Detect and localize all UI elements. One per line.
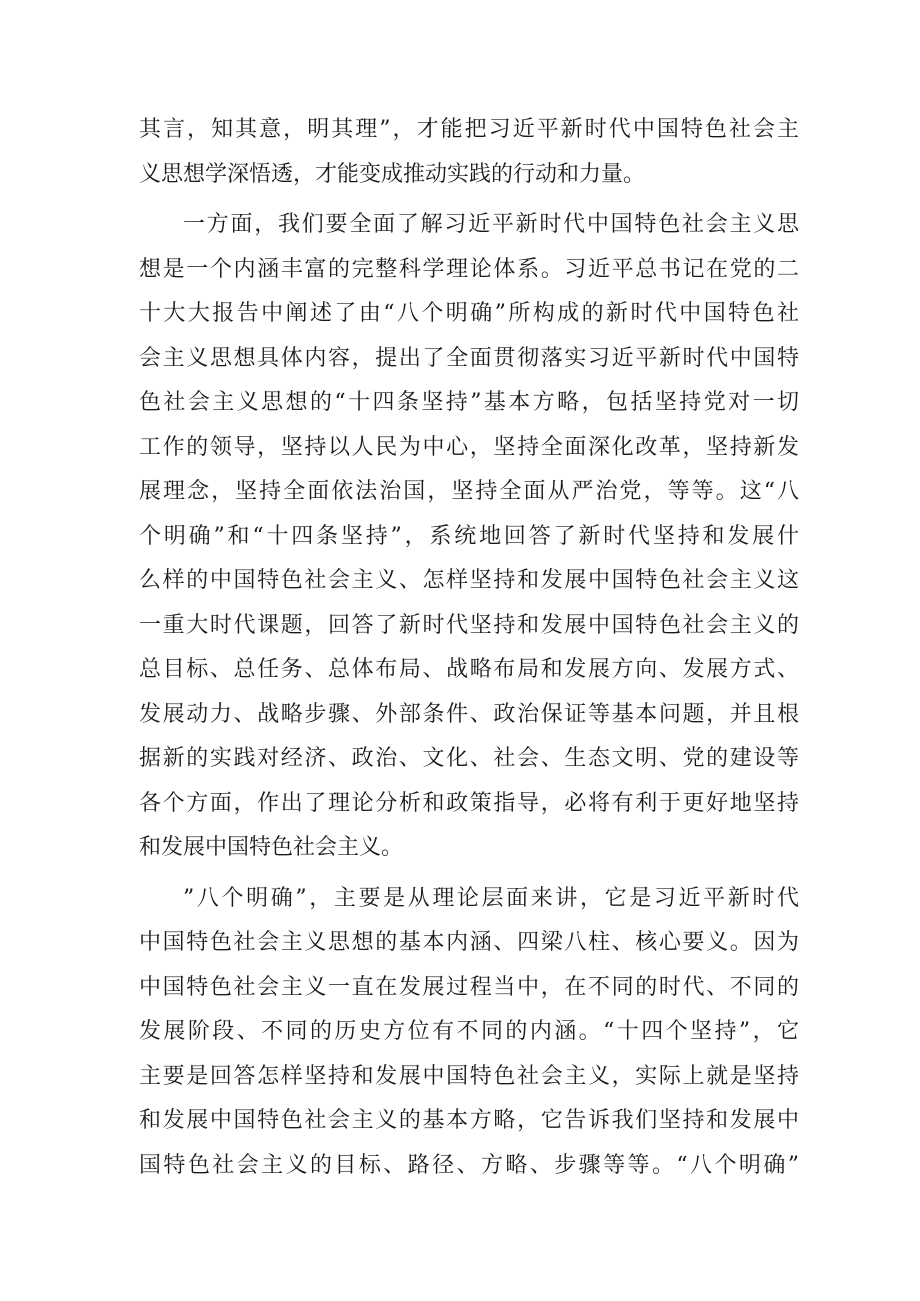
text-line: 个明确”和“十四条坚持”，系统地回答了新时代坚持和发展什 xyxy=(139,523,799,549)
text-line: 主要是回答怎样坚持和发展中国特色社会主义，实际上就是坚持 xyxy=(139,1063,799,1089)
paragraph xyxy=(139,108,799,197)
text-line: 十大大报告中阐述了由“八个明确”所构成的新时代中国特色社 xyxy=(139,301,799,326)
body-text xyxy=(139,108,799,1188)
paragraph xyxy=(139,877,799,1189)
text-line: 各个方面，作出了理论分析和政策指导，必将有利于更好地坚持 xyxy=(139,790,799,816)
text-line: 中国特色社会主义一直在发展过程当中，在不同的时代、不同的 xyxy=(139,974,799,1000)
text-line: 据新的实践对经济、政治、文化、社会、生态文明、党的建设等 xyxy=(139,746,799,771)
text-line: 其言，知其意，明其理”，才能把习近平新时代中国特色社会主 xyxy=(139,117,799,142)
text-line: 工作的领导，坚持以人民为中心，坚持全面深化改革，坚持新发 xyxy=(139,434,799,460)
text-line: 展理念，坚持全面依法治国，坚持全面从严治党，等等。这“八 xyxy=(139,479,799,504)
text-line: 发展动力、战略步骤、外部条件、政治保证等基本问题，并且根 xyxy=(139,701,799,727)
text-line: 和发展中国特色社会主义。 xyxy=(139,835,404,860)
text-line: 么样的中国特色社会主义、怎样坚持和发展中国特色社会主义这 xyxy=(139,568,799,593)
text-line: 总目标、总任务、总体布局、战略布局和发展方向、发展方式、 xyxy=(139,657,799,682)
text-line: 想是一个内涵丰富的完整科学理论体系。习近平总书记在党的二 xyxy=(139,256,799,282)
text-line: 一重大时代课题，回答了新时代坚持和发展中国特色社会主义的 xyxy=(139,612,799,638)
text-line: 一方面，我们要全面了解习近平新时代中国特色社会主义思 xyxy=(183,212,799,237)
text-line: 会主义思想具体内容，提出了全面贯彻落实习近平新时代中国特 xyxy=(139,345,799,371)
text-line: 中国特色社会主义思想的基本内涵、四梁八柱、核心要义。因为 xyxy=(139,930,799,955)
text-line: 发展阶段、不同的历史方位有不同的内涵。“十四个坚持”，它 xyxy=(139,1019,799,1044)
text-line: ”八个明确”，主要是从理论层面来讲，它是习近平新时代 xyxy=(183,885,799,911)
paragraph xyxy=(139,203,799,871)
text-line: 和发展中国特色社会主义的基本方略，它告诉我们坚持和发展中 xyxy=(139,1108,799,1133)
text-line: 色社会主义思想的“十四条坚持”基本方略，包括坚持党对一切 xyxy=(139,390,799,415)
text-line: 国特色社会主义的目标、路径、方略、步骤等等。“八个明确” xyxy=(139,1152,799,1178)
text-line: 义思想学深悟透，才能变成推动实践的行动和力量。 xyxy=(139,161,646,187)
